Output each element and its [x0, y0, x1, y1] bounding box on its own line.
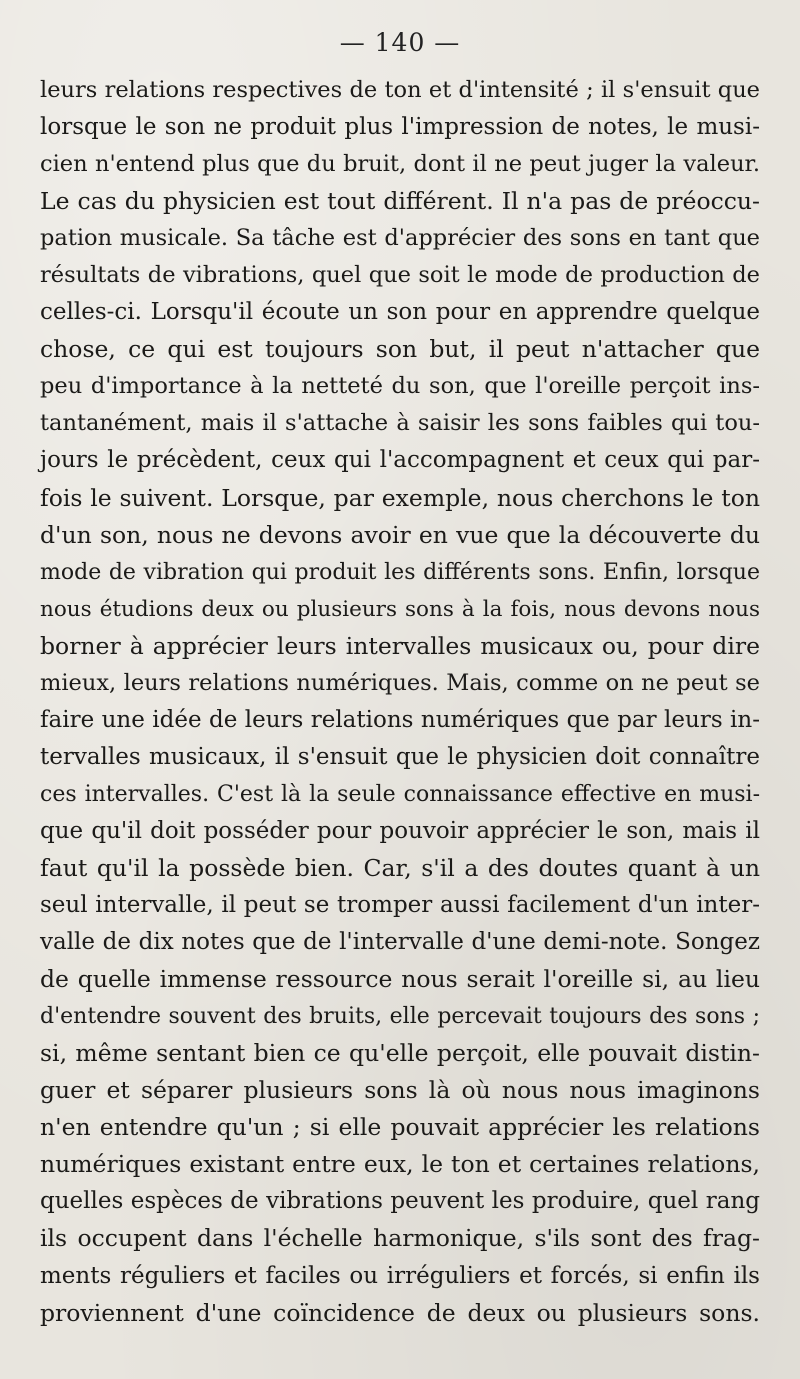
text-line: guer et séparer plusieurs sons là où nous nous imaginons [40, 1076, 760, 1105]
text-line: faire une idée de leurs relations numériques que par leurs in- [40, 706, 760, 733]
text-line: d'un son, nous ne devons avoir en vue que la découverte du [40, 520, 760, 549]
text-line: jours le précèdent, ceux qui l'accompagnent et ceux qui par- [40, 447, 760, 474]
body-text [40, 72, 760, 1332]
text-line: seul intervalle, il peut se tromper aussi facilement d'un inter- [40, 892, 760, 919]
text-line: n'en entendre qu'un ; si elle pouvait apprécier les relations [40, 1113, 760, 1142]
text-line: pation musicale. Sa tâche est d'apprécier des sons en tant que [40, 225, 760, 252]
text-line: tervalles musicaux, il s'ensuit que le physicien doit connaître [40, 743, 760, 770]
text-line: borner à apprécier leurs intervalles musicaux ou, pour dire [40, 631, 760, 660]
page-number: — 140 — [339, 28, 461, 57]
text-line: ments réguliers et faciles ou irréguliers et forcés, si enfin ils [40, 1262, 760, 1289]
text-line: Le cas du physicien est tout différent. Il n'a pas de préoccu- [40, 187, 760, 216]
text-line: tantanément, mais il s'attache à saisir les sons faibles qui tou- [40, 410, 760, 437]
text-line: proviennent d'une coïncidence de deux ou plusieurs sons. [40, 1298, 760, 1327]
text-line: d'entendre souvent des bruits, elle percevait toujours des sons ; [40, 1004, 760, 1030]
text-line: que qu'il doit posséder pour pouvoir apprécier le son, mais il [40, 817, 760, 844]
text-line: nous étudions deux ou plusieurs sons à la fois, nous devons nous [40, 596, 760, 622]
text-line: ces intervalles. C'est là la seule connaissance effective en musi- [40, 781, 760, 807]
text-line: valle de dix notes que de l'intervalle d'une demi-note. Songez [40, 929, 760, 956]
text-line: numériques existant entre eux, le ton et certaines relations, [40, 1150, 760, 1179]
text-line: chose, ce qui est toujours son but, il peut n'attacher que [40, 335, 760, 364]
text-line: lorsque le son ne produit plus l'impression de notes, le musi- [40, 114, 760, 141]
text-line: leurs relations respectives de ton et d'intensité ; il s'ensuit que [40, 77, 760, 103]
text-line: ils occupent dans l'échelle harmonique, s'ils sont des frag- [40, 1224, 760, 1253]
text-line: celles-ci. Lorsqu'il écoute un son pour en apprendre quelque [40, 299, 760, 326]
text-line: mieux, leurs relations numériques. Mais, comme on ne peut se [40, 669, 760, 696]
text-line: peu d'importance à la netteté du son, que l'oreille perçoit ins- [40, 373, 760, 400]
text-line: si, même sentant bien ce qu'elle perçoit, elle pouvait distin- [40, 1039, 760, 1068]
text-line: fois le suivent. Lorsque, par exemple, nous cherchons le ton [40, 483, 760, 512]
text-line: mode de vibration qui produit les différents sons. Enfin, lorsque [40, 559, 760, 585]
text-line: de quelle immense ressource nous serait l'oreille si, au lieu [40, 965, 760, 994]
text-line: quelles espèces de vibrations peuvent les produire, quel rang [40, 1188, 760, 1215]
text-line: cien n'entend plus que du bruit, dont il ne peut juger la valeur. [40, 151, 760, 178]
text-line: résultats de vibrations, quel que soit le mode de production de [40, 262, 760, 289]
text-line: faut qu'il la possède bien. Car, s'il a des doutes quant à un [40, 853, 760, 882]
